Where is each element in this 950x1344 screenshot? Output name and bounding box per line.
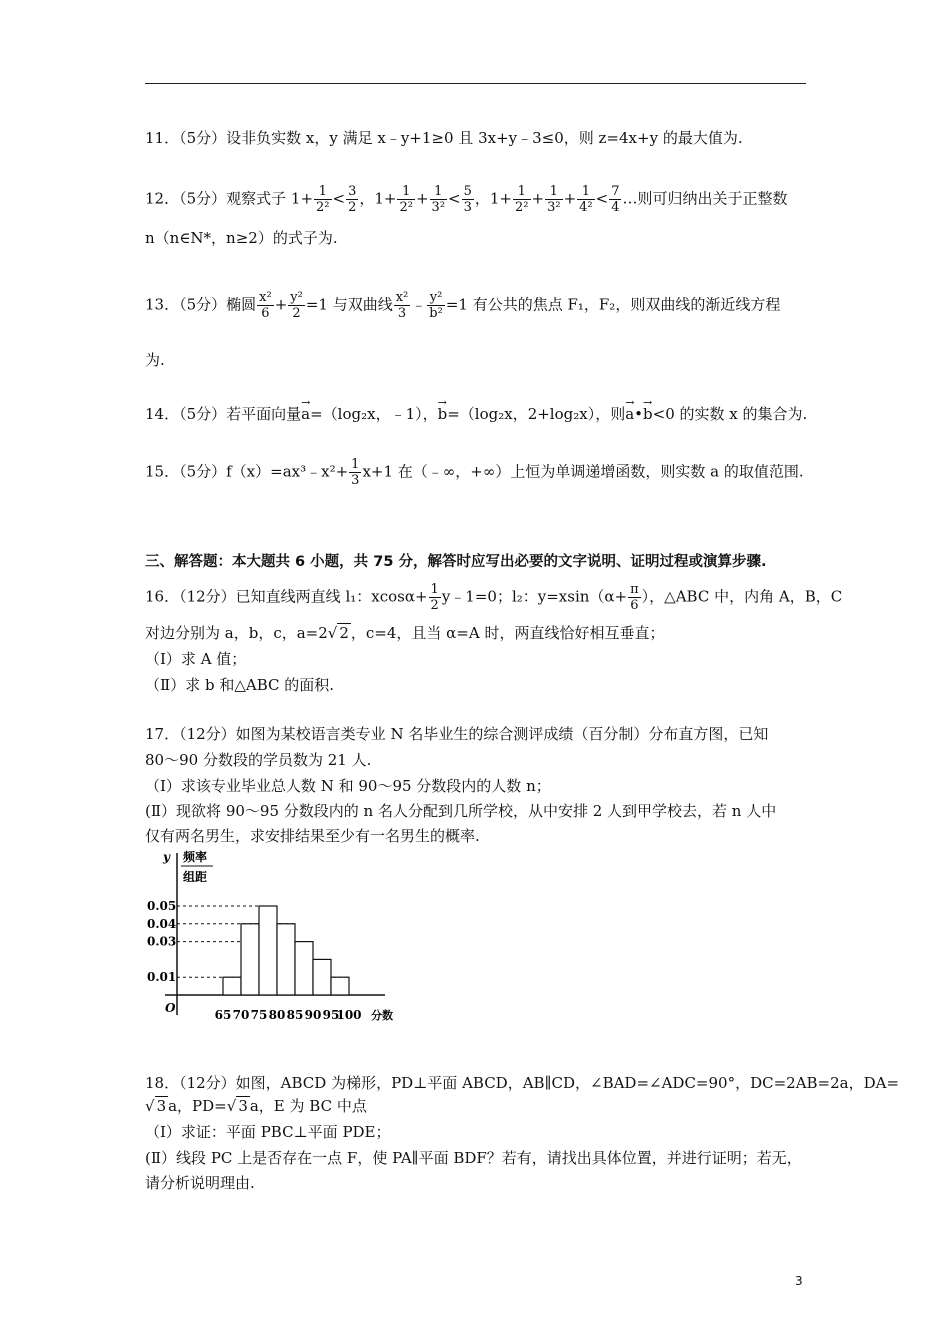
q16-mid: y﹣1=0；l₂：y=xsin（α+ xyxy=(441,587,628,606)
x-tick-label: 80 xyxy=(268,1008,286,1022)
denominator: 3² xyxy=(547,200,561,215)
sqrt: √ 3 xyxy=(145,1097,167,1115)
plus: + xyxy=(274,295,288,314)
question-17-line2: 80～90 分数段的学员数为 21 人. xyxy=(145,751,372,769)
question-16-part2: （Ⅱ）求 b 和△ABC 的面积. xyxy=(145,676,335,694)
radicand: 3 xyxy=(156,1097,167,1115)
q12-separator: ，1+ xyxy=(474,189,513,208)
histogram-bar xyxy=(223,977,241,995)
histogram-bar xyxy=(241,924,259,995)
plus: + xyxy=(531,189,545,208)
y-tick-label: 0.03 xyxy=(147,934,177,949)
denominator: 2² xyxy=(515,200,529,215)
histogram-bar xyxy=(331,977,349,995)
numerator: 3 xyxy=(348,184,357,199)
histogram-bar xyxy=(295,942,313,995)
numerator: 7 xyxy=(611,184,620,199)
fraction xyxy=(257,290,274,321)
fraction xyxy=(429,582,441,613)
histogram-bar xyxy=(313,959,331,995)
fraction xyxy=(427,290,445,321)
fraction xyxy=(577,184,594,215)
denominator: 2 xyxy=(430,598,439,613)
question-17-part2-line2: 仅有两名男生，求安排结果至少有一名男生的概率. xyxy=(145,827,480,845)
numerator: x² xyxy=(395,290,409,305)
denominator: 4² xyxy=(579,200,593,215)
numerator: x² xyxy=(259,290,272,305)
x-tick-label: 65 xyxy=(214,1008,232,1022)
vector-b: → b xyxy=(643,400,653,424)
q15-prefix: 15．（5分）f（x）=ax³﹣x²+ xyxy=(145,462,349,481)
y-label-bottom: 组距 xyxy=(183,870,208,884)
q18-line2a: a，PD= xyxy=(168,1097,227,1115)
q13-mid: =1 与双曲线 xyxy=(305,295,393,314)
y-tick-label: 0.01 xyxy=(147,970,177,985)
q12-separator: ，1+ xyxy=(359,189,397,208)
numerator: 1 xyxy=(545,184,562,200)
q16-suffix: ），△ABC 中，内角 A，B，C xyxy=(641,587,843,606)
page-number: 3 xyxy=(795,1274,803,1288)
q16-prefix: 16．（12分）已知直线两直线 l₁：xcosα+ xyxy=(145,587,428,606)
question-16 xyxy=(145,582,842,613)
fraction xyxy=(288,290,305,321)
q14-mid2: =（log₂x，2+log₂x），则 xyxy=(447,405,626,423)
question-12 xyxy=(145,184,788,215)
question-17-part1: （Ⅰ）求该专业毕业总人数 N 和 90～95 分数段内的人数 n； xyxy=(145,777,551,795)
question-12-line2: n（n∈N*，n≥2）的式子为. xyxy=(145,229,338,247)
q13-prefix: 13．（5分）椭圆 xyxy=(145,295,257,314)
less-than: < xyxy=(332,189,346,208)
fraction xyxy=(430,184,447,215)
histogram-bar xyxy=(259,906,277,995)
fraction xyxy=(513,184,530,215)
x-tick-label: 85 xyxy=(286,1008,304,1022)
y-axis-letter: y xyxy=(163,850,170,864)
q14-prefix: 14．（5分）若平面向量 xyxy=(145,405,302,423)
fraction xyxy=(394,290,411,321)
numerator: 1 xyxy=(351,457,360,472)
denominator: 4 xyxy=(611,200,620,215)
origin-label: O xyxy=(165,1001,176,1015)
q14-mid1: =（log₂x，﹣1）， xyxy=(310,405,438,423)
vector-a: → a xyxy=(301,400,310,424)
question-18-part2-line2: 请分析说明理由. xyxy=(145,1174,255,1192)
numerator: 1 xyxy=(314,184,331,200)
x-tick-label: 95 xyxy=(322,1008,340,1022)
denominator: 2² xyxy=(316,200,330,215)
y-label-top: 频率 xyxy=(183,850,208,864)
minus: ﹣ xyxy=(411,295,427,314)
x-tick-label: 70 xyxy=(232,1008,250,1022)
numerator: 1 xyxy=(430,184,447,200)
q13-suffix: =1 有公共的焦点 F₁，F₂，则双曲线的渐近线方程 xyxy=(445,295,781,314)
header-rule xyxy=(145,83,806,84)
q16-line2b: ，c=4，且当 α=A 时，两直线恰好相互垂直； xyxy=(350,624,665,642)
fraction xyxy=(314,184,331,215)
denominator: 2 xyxy=(348,200,357,215)
question-16-line2 xyxy=(145,623,664,643)
denominator: b² xyxy=(429,306,443,321)
radicand: 2 xyxy=(339,624,349,642)
numerator: 1 xyxy=(430,582,439,597)
fraction xyxy=(609,184,621,215)
numerator: y² xyxy=(427,290,445,306)
y-tick-label: 0.04 xyxy=(147,916,177,931)
fraction xyxy=(545,184,562,215)
q14-suffix: <0 的实数 x 的集合为. xyxy=(652,405,808,423)
question-15 xyxy=(145,457,804,488)
section-heading: 三、解答题：本大题共 6 小题，共 75 分，解答时应写出必要的文字说明、证明过程或演算步骤. xyxy=(145,554,767,570)
question-13-line2: 为. xyxy=(145,351,165,369)
numerator: π xyxy=(630,582,639,597)
less-than: < xyxy=(595,189,609,208)
x-tick-label: 90 xyxy=(304,1008,322,1022)
question-17-part2: (Ⅱ）现欲将 90～95 分数段内的 n 名人分配到几所学校，从中安排 2 人到甲学校去，若 n 人中 xyxy=(145,802,777,820)
vector-b: → b xyxy=(438,400,448,424)
plus: + xyxy=(563,189,577,208)
histogram-chart xyxy=(145,845,405,1025)
radicand: 3 xyxy=(238,1097,248,1115)
numerator: 1 xyxy=(513,184,530,200)
denominator: 6 xyxy=(261,306,270,321)
numerator: 1 xyxy=(397,184,414,200)
denominator: 2 xyxy=(292,306,301,321)
y-tick-label: 0.05 xyxy=(147,899,177,913)
x-tick-label: 75 xyxy=(250,1008,268,1022)
q12-prefix: 12．（5分）观察式子 1+ xyxy=(145,189,314,208)
denominator: 3 xyxy=(463,200,472,215)
denominator: 2² xyxy=(399,200,413,215)
q18-line2b: a，E 为 BC 中点 xyxy=(249,1097,367,1115)
numerator: 5 xyxy=(463,184,472,199)
numerator: 1 xyxy=(577,184,594,200)
sqrt: √ 2 xyxy=(327,624,349,642)
question-18-part1: （Ⅰ）求证：平面 PBC⊥平面 PDE； xyxy=(145,1123,391,1141)
question-11: 11．（5分）设非负实数 x，y 满足 x﹣y+1≥0 且 3x+y﹣3≤0，则 z=4x+y 的最大值为. xyxy=(145,129,743,147)
fraction xyxy=(346,184,358,215)
dot-operator: • xyxy=(634,405,644,423)
denominator: 3 xyxy=(397,306,407,321)
denominator: 3² xyxy=(431,200,446,215)
question-18-part2: (Ⅱ）线段 PC 上是否存在一点 F，使 PA∥平面 BDF？若有，请找出具体位置，并进行证明；若无， xyxy=(145,1149,802,1167)
q12-suffix: …则可归纳出关于正整数 xyxy=(622,189,788,208)
fraction xyxy=(462,184,474,215)
denominator: 6 xyxy=(630,598,639,613)
histogram-bar xyxy=(277,924,295,995)
fraction xyxy=(349,457,361,488)
q15-suffix: x+1 在（﹣∞，+∞）上恒为单调递增函数，则实数 a 的取值范围. xyxy=(362,462,804,481)
denominator: 3 xyxy=(351,473,360,488)
plus: + xyxy=(415,189,429,208)
less-than: < xyxy=(448,189,461,208)
q16-line2a: 对边分别为 a，b，c，a=2 xyxy=(145,624,328,642)
question-18-line2 xyxy=(145,1096,367,1116)
question-14 xyxy=(145,400,807,424)
question-16-part1: （Ⅰ）求 A 值； xyxy=(145,650,247,668)
vector-a: → a xyxy=(625,400,634,424)
x-tick-label: 100 xyxy=(336,1008,362,1022)
fraction xyxy=(628,582,641,613)
question-13 xyxy=(145,290,780,321)
sqrt: √ 3 xyxy=(226,1097,248,1115)
fraction xyxy=(397,184,414,215)
question-18: 18．（12分）如图，ABCD 为梯形，PD⊥平面 ABCD，AB∥CD，∠BAD=∠ADC=90°，DC=2AB=2a，DA= xyxy=(145,1074,900,1092)
question-17: 17．（12分）如图为某校语言类专业 N 名毕业生的综合测评成绩（百分制）分布直方图，已知 xyxy=(145,725,769,743)
numerator: y² xyxy=(290,290,303,305)
x-axis-label: 分数 xyxy=(371,1009,393,1022)
